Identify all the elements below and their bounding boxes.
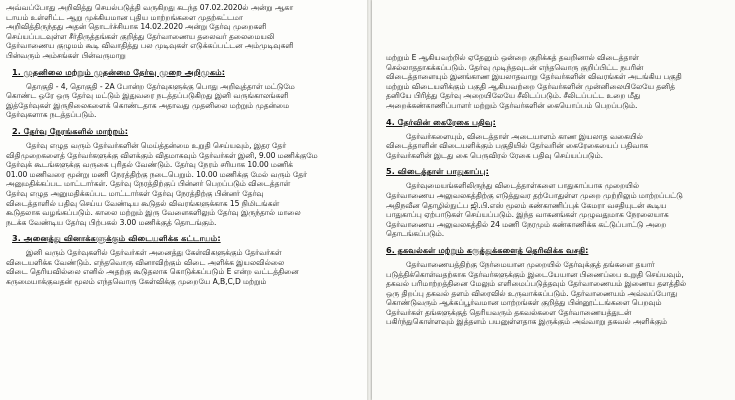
text-line: தேர்வுக் கூடங்களுக்கு வருகை புரிதல் வேண்டும். தேர்வு நேரம் சரியாக 10.00 மணிக் <box>6 160 293 170</box>
text-line: கொண்ட ஒரே ஒரு தேர்வு மட்டும் இதுவரை நடத்தப்படுகிறது இனி வருங்காலங்களி <box>6 91 289 101</box>
text-line: தேர்வாணைய குழுமம் கூடி விவாதித்து பல முடிவுகள் எடுக்கப்பட்டன அம்முடிவுகளி <box>6 41 294 51</box>
text-line: தேர்வர்கள் தங்களுக்குத் தெரியவரும் தகவல்களை தேர்வாணையத்துடன் <box>386 307 632 317</box>
text-line: மற்றும் விடையளிக்கும் பகுதி ஆகியவற்றை தேர்வர்களின் முன்னிலையிலேயே தனித் <box>386 81 675 91</box>
text-line: கருமையாக்குவதன் மூலம் எந்தவொரு கேள்விக்கு முறையே A,B,C,D மற்றும் <box>6 277 267 287</box>
text-line: விடையளிக்க வேண்டும். எந்தவொரு வினாவிற்கும் விடை அளிக்க இயலவில்லை <box>6 257 285 267</box>
section-body <box>6 248 359 286</box>
text-line: விடைத்தாளையும் இனங்காண இயலாதவாறு தேர்வர்களின் விவரங்கள் அடங்கிய பகுதி <box>386 72 682 82</box>
text-line: தேர்வுகளாக நடத்தப்படும். <box>6 110 97 120</box>
text-line: தேர்வாணைய அலுவலகத்தில் 24 மணி நேரமும் கண்காணிக்க கட்டுப்பாட்டு அறை <box>386 219 667 229</box>
text-line: விடைத்தாளில் பதிவு செய்ய வேண்டிய கூடுதல் விவரங்களுக்காக 15 நிமிடங்கள் <box>6 198 280 208</box>
text-line: கொண்டுவரும் ஆக்கப்பூர்வமான மாற்றங்கள் குறித்து பின்னூட்டங்களை பெறவும் <box>386 298 662 308</box>
text-line: அனுமதிக்கப்பட மாட்டார்கள். தேர்வு நேரத்திற்குப் பின்னர் பெறப்படும் விடைத்தாள் <box>6 179 291 189</box>
text-line: டாயம் உள்ளிட்ட ஆறு முக்கியமான புதிய மாற்றங்களை முதற்கட்டமா <box>6 12 243 22</box>
text-line: தேர்வாணைய அலுவலகத்திற்கு எடுத்துவர தற்போதுள்ள முறை முற்றிலும் மாற்றப்பட்டு <box>386 190 683 200</box>
text-line: விடைத்தாளின் விடையளிக்கும் பகுதியில் தேர்வரின் கைரேகையைப் பதிவாக <box>386 141 649 151</box>
intro-paragraph <box>6 3 359 61</box>
section-body <box>6 141 359 227</box>
text-line: பின்வரும் அம்சங்கள் பின்வருமாறு <box>6 50 126 60</box>
text-line: விடை தெரியவில்லை எனில் அதற்கு கூடுதலாக கொடுக்கப்படும் E என்ற வட்டத்தினை <box>6 267 299 277</box>
text-line: படுத்திக்கொள்வதற்காக தேர்வர்களுக்கும் இடையேயான பிணைப்பை உறுதி செய்யவும், <box>386 269 684 279</box>
text-line: கூடுதலாக வழங்கப்படும். காலை மற்றும் இரு வேளைகளிலும் தேர்வு இருந்தால் மாலை <box>6 208 301 218</box>
text-line: பாதுகாப்பு ஏற்பாடுகள் செய்யப்படும். இந்த வாகனங்கள் முழுவதுமாக நேரலையாக <box>386 210 669 220</box>
text-line: விதிமுறைகளைத் தேர்வர்களுக்கு விளக்கும் விதமாகவும் தேர்வர்கள் இனி, 9.00 மணிக்குமே <box>6 150 318 160</box>
section-heading: 2. தேர்வு நேரங்களில் மாற்றம்: <box>12 125 129 136</box>
right-page <box>372 0 735 400</box>
section-body <box>386 181 725 239</box>
intro-paragraph <box>386 53 725 111</box>
text-line: செல்லாததாகக்கப்படும். தேர்வு முடிந்தவுடன் எந்தவொரு குறிப்பிட்ட நபரின் <box>386 62 644 72</box>
text-line: மற்றும் E ஆகியவற்றில் ஏதேனும் ஒன்றை குறிக்கத் தவறினால் விடைத்தாள் <box>386 53 640 62</box>
text-line: இத்தேர்வுகள் இருநிலைகளைக் கொண்டதாக அதாவது முதனிலை மற்றும் முதன்மை <box>6 100 290 110</box>
section-heading: 5. விடைத்தாள் பாதுகாப்பு: <box>386 166 489 177</box>
text-line: அதிநவீன தொழில்நுட்ப ஜி.பி.எஸ் மூலம் கண்காணிப்புக் கேமரா வசதியுடன் கூடிய <box>386 200 667 210</box>
text-line: செய்யப்படவுள்ள சீர்திருத்தங்கள் குறித்து தேர்வாணைய தலைவர் தலைமையலி <box>6 31 275 41</box>
text-line: அறிவித்திருந்தது அதன் தொடர்ச்சியாக 14.02.2020 அன்று தேர்வு முறைகளி <box>6 22 267 32</box>
text-line: தேர்வுமையங்களிலிருந்து விடைத்தாள்களை பாதுகாப்பாக முறையில் <box>406 181 640 191</box>
text-line: அறைக்கண்காணிப்பாளர் மற்றும் தேர்வர்களின் கையொப்பம் பெறப்படும். <box>386 100 638 110</box>
section-body <box>386 260 725 327</box>
text-line: நடக்க வேண்டிய தேர்வு பிற்பகல் 3.00 மணிக்குத் தொடங்கும். <box>6 217 217 227</box>
text-line: தேர்வர்களையும், விடைத்தாள் அடையாளம் காண இயலாத வகையில் <box>406 131 643 141</box>
left-page <box>0 0 367 400</box>
text-line: தேர்வாணையத்திற்கு நேர்மையான முறையில் தேர்வுக்குத் தங்களை தயார் <box>406 259 655 269</box>
text-line: தேர்வர்களின் இடது கை பெருவிரல் ரேகை பதிவு செய்யப்படும். <box>386 150 603 160</box>
text-line: தேர்வு எழுத வரும் தேர்வர்களின் மெய்த்தன்மை உறுதி செய்யவும், இதர தேர் <box>26 140 287 150</box>
section-body <box>386 132 725 161</box>
text-line: இனி வரும் தேர்வுகளில் தேர்வர்கள் அனைத்து கேள்விகளுக்கும் தேர்வர்கள் <box>26 248 282 258</box>
section-heading: 6. தகவல்கள் மற்றும் கருத்துக்களைத் தெரிவிக்க வசதி: <box>386 244 589 255</box>
section-heading: 3. அனைத்து வினாக்களுக்கும் விடையளிக்க கட்டாயம்: <box>12 233 221 244</box>
text-line: தேர்வு எழுத அனுமதிக்கப்பட மாட்டார்கள் தேர்வு நேரத்திற்கு பின்னர் தேர்வு <box>6 188 264 198</box>
section-heading: 1. முதனிலை மற்றும் முதன்மை தேர்வு முறை அறிமுகம்: <box>12 66 225 77</box>
text-line: தொடங்கப்படும். <box>386 229 445 239</box>
section-body <box>6 82 359 120</box>
text-line: அவ்வப்போது அறிவித்து செயல்படுத்தி வருகிறது கடந்த 07.02.2020ல் அன்று ஆகா <box>6 3 294 12</box>
section-heading: 4. தேர்வின் கைரேகை பதிவு: <box>386 116 496 127</box>
text-line: பகிர்ந்துகொள்ளவும் இத்தளம் பயனுள்ளதாக இருக்கும் அவ்வாறு தகவல் அளிக்கும் <box>386 317 667 327</box>
text-line: தனியே பிரித்து தேர்வு அறையிலேயே சீலிடப்படும். சீலிடப்பட்ட உறை மீது <box>386 91 641 101</box>
text-line: 01.00 மணிவரை மூன்று மணி நேரத்திற்கு நடைபெறும். 10.00 மணிக்கு மேல் வரும் தேர் <box>6 169 307 179</box>
text-line: தகவல் பரிமாற்றத்தினை மேலும் எளிமைப்படுத்தவும் தேர்வாணையம் இணைய தளத்தில் <box>386 279 687 289</box>
text-line: தொகுதி - 4, தொகுதி - 2A போன்ற தேர்வுகளுக்கு பொது அறிவுத்தாள் மட்டுமே <box>26 81 295 91</box>
text-line: ஒரு திறப்பு தகவல் தளம் விரைவில் உருவாக்கப்படும். தேர்வாணையம் அவ்வப்போது <box>386 288 678 298</box>
